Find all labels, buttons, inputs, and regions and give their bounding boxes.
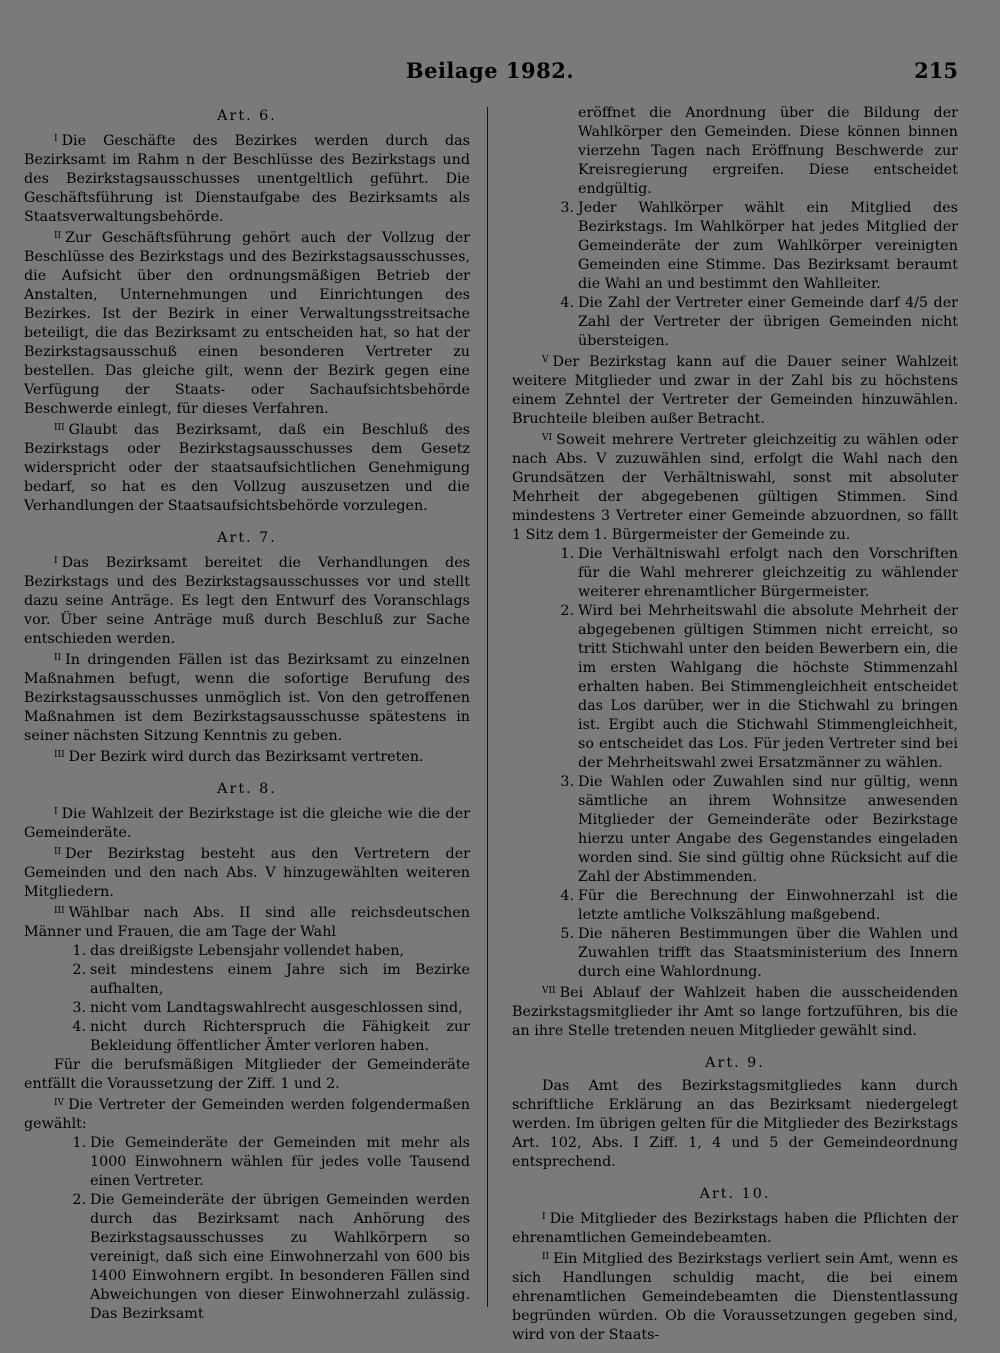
- list-text: Jeder Wahlkörper wählt ein Mitglied des Bezirkstags. Im Wahlkörper hat jedes Mitglied der Gemeinderäte der zum Wahlkörper vereinigten Gemeinden eine Stimme. Das Bezirksamt beraumt die Wahl an und bestimmt den Wahlleiter.: [578, 200, 958, 292]
- list-text: Die Gemeinderäte der Gemeinden mit mehr als 1000 Einwohnern wählen für jedes volle Tausend einen Vertreter.: [90, 1135, 470, 1189]
- list-text: das dreißigste Lebensjahr vollendet haben,: [90, 943, 405, 959]
- paragraph-text: Die Vertreter der Gemeinden werden folgendermaßen gewählt:: [24, 1097, 470, 1132]
- paragraph-mark: VII: [542, 986, 556, 996]
- list-number: 3.: [560, 774, 574, 790]
- list-text: nicht vom Landtagswahlrecht ausgeschlossen sind,: [90, 1000, 463, 1016]
- paragraph: [24, 746, 470, 767]
- paragraph-mark: I: [542, 1212, 546, 1222]
- paragraph: [512, 351, 958, 429]
- paragraph: [24, 419, 470, 516]
- paragraph-text: Bei Ablauf der Wahlzeit haben die ausscheidenden Bezirkstagsmitglieder ihr Amt so lange fortzuführen, bis die an ihre Stelle tretenden neuen Mitglieder gewählt sind.: [512, 985, 958, 1039]
- list-item: [512, 602, 958, 773]
- paragraph-text: Der Bezirk wird durch das Bezirksamt vertreten.: [68, 749, 424, 765]
- article-heading: Art. 7.: [217, 530, 277, 546]
- list-text: Die näheren Bestimmungen über die Wahlen und Zuwahlen trifft das Staatsministerium des Innern durch eine Wahlordnung.: [578, 926, 958, 980]
- list-item: [24, 1134, 470, 1191]
- paragraph-text: Die Geschäfte des Bezirkes werden durch das Bezirksamt im Rahm n der Beschlüsse des Bezirkstags und des Bezirkstagsausschusses unentgeltlich geführt. Die Geschäftsführung ist Dienstaufgabe des Bezirksamts als Staatsverwaltungsbehörde.: [24, 133, 470, 225]
- paragraph: [24, 902, 470, 942]
- list-number: 4.: [72, 1019, 86, 1035]
- list-number: 2.: [72, 1192, 86, 1208]
- list-item: [24, 1018, 470, 1056]
- paragraph: [24, 552, 470, 649]
- paragraph-mark: II: [54, 847, 62, 857]
- list-number: 1.: [72, 1135, 86, 1151]
- paragraph-text: eröffnet die Anordnung über die Bildung der Wahlkörper den Gemeinden. Diese können binnen vierzehn Tagen nach Eröffnung Beschwerde zur Kreisregierung ergreifen. Diese entscheidet endgültig.: [578, 105, 958, 197]
- list-number: 1.: [560, 546, 574, 562]
- list-item: [24, 1191, 470, 1324]
- paragraph: [512, 982, 958, 1041]
- list-item: [24, 942, 470, 961]
- list-number: 1.: [72, 943, 86, 959]
- paragraph-text: Soweit mehrere Vertreter gleichzeitig zu wählen oder nach Abs. V zuzuwählen sind, erfolgt die Wahl nach den Grundsätzen der Verhältniswahl, sonst mit absoluter Mehrheit der abgegebenen gültigen Stimmen. Sind mindestens 3 Vertreter einer Gemeinde abzuordnen, so fällt 1 Sitz dem 1. Bürgermeister der Gemeinde zu.: [512, 432, 958, 543]
- list-text: Die Zahl der Vertreter einer Gemeinde darf 4/5 der Zahl der Vertreter der übrigen Gemeinden nicht übersteigen.: [578, 295, 958, 349]
- paragraph-text: Die Mitglieder des Bezirkstags haben die Pflichten der ehrenamtlichen Gemeindebeamten.: [512, 1211, 958, 1246]
- enumerated-list: [512, 199, 958, 351]
- list-item: [512, 199, 958, 294]
- paragraph-mark: I: [54, 134, 58, 144]
- paragraph: [512, 429, 958, 545]
- page-title: Beilage 1982.: [405, 58, 575, 83]
- list-item: [24, 999, 470, 1018]
- paragraph-text: Zur Geschäftsführung gehört auch der Vollzug der Beschlüsse des Bezirkstags und des Bezirkstagsausschusses, die Aufsicht über den ordnungsmäßigen Betrieb der Anstalten, Unternehmungen und Einrichtungen des Bezirkes. Ist der Bezirk in einer Verwaltungsstreitsache beteiligt, die das Bezirksamt zu entscheiden hat, so hat der Bezirkstagsausschuß einen besonderen Vertreter zu bestellen. Das gleiche gilt, wenn der Bezirk gegen eine Verfügung der Staats- oder Sachaufsichtsbehörde Beschwerde einlegt, für dieses Verfahren.: [24, 230, 470, 417]
- left-column: [24, 104, 470, 1324]
- enumerated-list: [24, 1134, 470, 1324]
- list-text: nicht durch Richterspruch die Fähigkeit zur Bekleidung öffentlicher Ämter verloren haben.: [90, 1019, 470, 1054]
- paragraph-text: Der Bezirkstag besteht aus den Vertretern der Gemeinden und den nach Abs. V hinzugewählten weiteren Mitgliedern.: [24, 846, 470, 900]
- enumerated-list: [24, 942, 470, 1056]
- paragraph-text: Ein Mitglied des Bezirkstags verliert sein Amt, wenn es sich Handlungen schuldig macht, die bei einem ehrenamtlichen Gemeindebeamten die Dienstentlassung begründen würden. Ob die Voraussetzungen gegeben sind, wird von der Staats-: [512, 1251, 958, 1343]
- article-heading: Art. 8.: [217, 781, 277, 797]
- paragraph-mark: V: [542, 355, 549, 365]
- list-text: Die Gemeinderäte der übrigen Gemeinden werden durch das Bezirksamt nach Anhörung des Bezirkstagsausschusses zu Wahlkörpern so vereinigt, daß sich eine Einwohnerzahl von 600 bis 1400 Einwohnern ergibt. In besonderen Fällen sind Abweichungen von dieser Einwohnerzahl zulässig. Das Bezirksamt: [90, 1192, 470, 1322]
- paragraph-mark: II: [54, 653, 62, 663]
- article-heading: Art. 9.: [705, 1055, 765, 1071]
- right-column: [512, 104, 958, 1345]
- list-item: [512, 294, 958, 351]
- paragraph-text: Die Wahlzeit der Bezirkstage ist die gleiche wie die der Gemeinderäte.: [24, 806, 470, 841]
- list-number: 4.: [560, 888, 574, 904]
- list-text: Die Wahlen oder Zuwahlen sind nur gültig, wenn sämtliche an ihrem Wohnsitze anwesenden Mitglieder der Gemeinderäte oder Bezirkstage hierzu unter Angabe des Gegenstandes eingeladen worden sind. Sie sind gültig ohne Rücksicht auf die Zahl der Abstimmenden.: [578, 774, 958, 885]
- paragraph: [24, 803, 470, 843]
- paragraph-mark: I: [54, 556, 58, 566]
- paragraph-mark: IV: [54, 1098, 65, 1108]
- paragraph: [24, 130, 470, 227]
- list-item: [24, 961, 470, 999]
- paragraph-mark: VI: [542, 433, 553, 443]
- list-number: 3.: [560, 200, 574, 216]
- paragraph: [512, 1248, 958, 1345]
- paragraph-mark: III: [54, 906, 65, 916]
- paragraph: [24, 649, 470, 746]
- paragraph-text: Das Bezirksamt bereitet die Verhandlungen des Bezirkstags und des Bezirkstagsausschusses vor und stellt dazu seine Anträge. Es legt den Entwurf des Voranschlags vor. Über seine Anträge muß durch Beschluß zur Sache entschieden werden.: [24, 555, 470, 647]
- column-divider: [487, 107, 488, 1307]
- paragraph-text: Der Bezirkstag kann auf die Dauer seiner Wahlzeit weitere Mitglieder und zwar in der Zahl bis zu höchstens einem Zehntel der Vertreter der Gemeinden hinzuwählen. Bruchteile bleiben außer Betracht.: [512, 354, 958, 427]
- list-text: seit mindestens einem Jahre sich im Bezirke aufhalten,: [90, 962, 470, 997]
- paragraph-text: Glaubt das Bezirksamt, daß ein Beschluß des Bezirkstags oder Bezirkstagsausschusses dem Gesetz widerspricht oder der staatsaufsichtlichen Genehmigung bedarf, so hat es den Vollzug auszusetzen und die Verhandlungen der Staatsaufsichtsbehörde vorzulegen.: [24, 422, 470, 514]
- paragraph-mark: I: [54, 807, 58, 817]
- article-heading: Art. 6.: [217, 108, 277, 124]
- list-item: [512, 545, 958, 602]
- paragraph-text: Für die berufsmäßigen Mitglieder der Gemeinderäte entfällt die Voraussetzung der Ziff. 1 und 2.: [24, 1057, 470, 1092]
- list-number: 5.: [560, 926, 574, 942]
- paragraph: [24, 1094, 470, 1134]
- list-number: 2.: [560, 603, 574, 619]
- list-number: 2.: [72, 962, 86, 978]
- list-text: Für die Berechnung der Einwohnerzahl ist die letzte amtliche Volkszählung maßgebend.: [578, 888, 958, 923]
- paragraph-mark: II: [54, 231, 62, 241]
- paragraph-text: Wählbar nach Abs. II sind alle reichsdeutschen Männer und Frauen, die am Tage der Wahl: [24, 905, 470, 940]
- list-item: [512, 925, 958, 982]
- paragraph-text: Das Amt des Bezirkstagsmitgliedes kann durch schriftliche Erklärung an das Bezirksamt niedergelegt werden. Im übrigen gelten für die Mitglieder des Bezirkstags Art. 102, Abs. I Ziff. 1, 4 und 5 der Gemeindeordnung entsprechend.: [512, 1078, 958, 1170]
- paragraph-text: In dringenden Fällen ist das Bezirksamt zu einzelnen Maßnahmen befugt, wenn die sofortige Berufung des Bezirkstagsausschusses unmöglich ist. Von den getroffenen Maßnahmen ist dem Bezirkstagsausschusse spätestens in seiner nächsten Sitzung Kenntnis zu geben.: [24, 652, 470, 744]
- list-item: [512, 773, 958, 887]
- list-number: 4.: [560, 295, 574, 311]
- list-item: [512, 887, 958, 925]
- list-text: Wird bei Mehrheitswahl die absolute Mehrheit der abgegebenen gültigen Stimmen nicht erreicht, so tritt Stichwahl unter den beiden Bewerbern ein, die im ersten Wahlgang die höchste Stimmenzahl erhalten haben. Bei Stimmengleichheit entscheidet das Los darüber, wer in die Stichwahl zu bringen ist. Ergibt auch die Stichwahl Stimmengleichheit, so entscheidet das Los. Für jeden Vertreter sind bei der Mehrheitswahl zwei Ersatzmänner zu wählen.: [578, 603, 958, 771]
- paragraph-mark: III: [54, 423, 65, 433]
- paragraph-mark: II: [542, 1252, 550, 1262]
- enumerated-list: [512, 545, 958, 982]
- paragraph: [24, 843, 470, 902]
- paragraph-mark: III: [54, 750, 65, 760]
- list-text: Die Verhältniswahl erfolgt nach den Vorschriften für die Wahl mehrerer gleichzeitig zu wählender weiterer ehrenamtlicher Bürgermeister.: [578, 546, 958, 600]
- list-number: 3.: [72, 1000, 86, 1016]
- page-number: 215: [914, 58, 958, 83]
- article-heading: Art. 10.: [699, 1186, 771, 1202]
- paragraph: [24, 227, 470, 419]
- paragraph: [512, 1208, 958, 1248]
